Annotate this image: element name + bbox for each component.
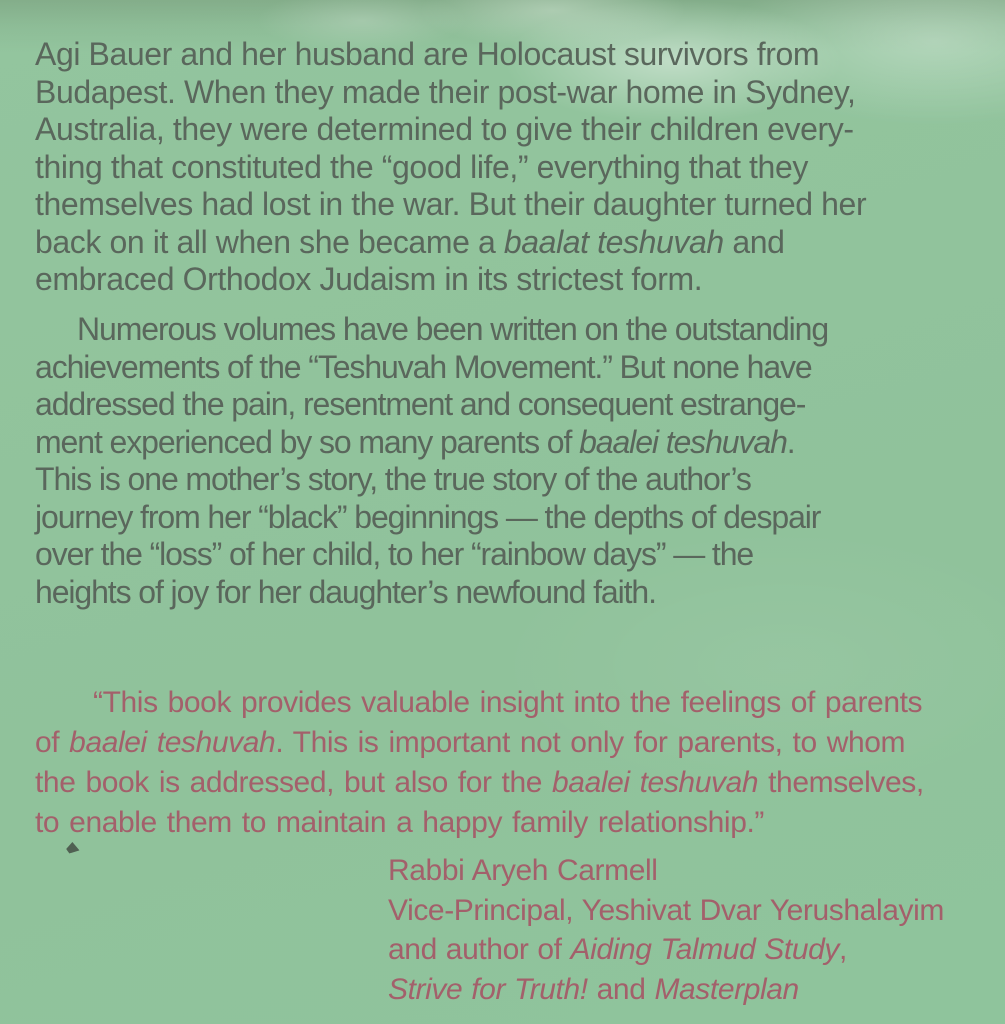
text-segment: of	[35, 726, 70, 759]
text-segment: and	[723, 223, 785, 260]
text-segment: Vice-Principal, Yeshivat Dvar Yerushalayim	[388, 893, 944, 927]
text-segment: Rabbi Aryeh Carmell	[388, 854, 658, 887]
text-line	[35, 461, 979, 499]
text-segment: Australia, they were determined to give their children every-	[35, 111, 854, 147]
text-line	[35, 349, 979, 387]
text-segment: to enable them to maintain a happy family relationship.”	[35, 806, 765, 839]
text-segment: This is one mother’s story, the true story of the author’s	[35, 461, 751, 497]
italic-text-segment: baalat teshuvah	[503, 223, 724, 260]
intro-paragraph	[35, 36, 979, 299]
text-segment: thing that constituted the “good life,” everything that they	[35, 148, 808, 185]
text-segment: the book is addressed, but also for the	[35, 766, 552, 799]
text-line	[35, 36, 979, 74]
text-line	[35, 186, 979, 224]
text-segment: addressed the pain, resentment and consequent estrange-	[35, 386, 806, 422]
text-segment: Agi Bauer and her husband are Holocaust survivors from	[35, 36, 820, 72]
text-line	[388, 970, 979, 1010]
text-segment: heights of joy for her daughter’s newfound faith.	[35, 573, 656, 610]
text-line	[35, 723, 979, 763]
text-segment: Numerous volumes have been written on the outstanding	[77, 311, 829, 347]
text-segment: achievements of the “Teshuvah Movement.” But none have	[35, 348, 812, 385]
endorsement-quote	[35, 683, 979, 843]
italic-text-segment: Masterplan	[654, 972, 799, 1006]
text-segment: . This is important not only for parents, to whom	[275, 726, 906, 759]
text-segment: journey from her “black” beginnings — the depths of despair	[35, 498, 821, 535]
text-line	[35, 763, 979, 803]
text-line	[35, 149, 979, 187]
text-line	[35, 536, 979, 574]
text-segment: ,	[839, 933, 847, 966]
attribution-block	[388, 851, 979, 1009]
text-segment: embraced Orthodox Judaism in its strictest form.	[35, 261, 703, 297]
synopsis-paragraph	[35, 311, 979, 611]
text-segment: and	[587, 972, 655, 1006]
text-segment: Budapest. When they made their post-war home in Sydney,	[35, 73, 856, 110]
text-segment: back on it all when she became a	[35, 223, 504, 260]
text-segment: themselves had lost in the war. But their daughter turned her	[35, 186, 867, 222]
italic-text-segment: baalei teshuvah	[552, 766, 759, 799]
text-line	[35, 261, 979, 299]
text-segment: and author of	[388, 933, 571, 966]
text-line	[35, 803, 979, 843]
text-line	[388, 930, 979, 970]
text-line	[35, 499, 979, 537]
ink-speck	[65, 841, 79, 854]
text-segment: ment experienced by so many parents of	[35, 423, 580, 460]
text-line	[35, 224, 979, 262]
italic-text-segment: baalei teshuvah	[69, 726, 276, 759]
text-segment: “This book provides valuable insight into the feelings of parents	[93, 686, 923, 719]
text-segment: themselves,	[758, 766, 924, 799]
italic-text-segment: Aiding Talmud Study	[570, 933, 840, 966]
text-line	[388, 891, 979, 931]
text-segment: .	[786, 423, 795, 460]
text-line	[35, 111, 979, 149]
text-line	[35, 424, 979, 462]
text-line	[35, 74, 979, 112]
text-line	[388, 851, 979, 891]
text-line	[35, 574, 979, 612]
text-line	[35, 683, 979, 723]
italic-text-segment: baalei teshuvah	[579, 423, 787, 460]
text-line	[35, 311, 979, 349]
italic-text-segment: Strive for Truth!	[388, 972, 588, 1006]
text-segment: over the “loss” of her child, to her “rainbow days” — the	[35, 536, 754, 572]
text-line	[35, 386, 979, 424]
